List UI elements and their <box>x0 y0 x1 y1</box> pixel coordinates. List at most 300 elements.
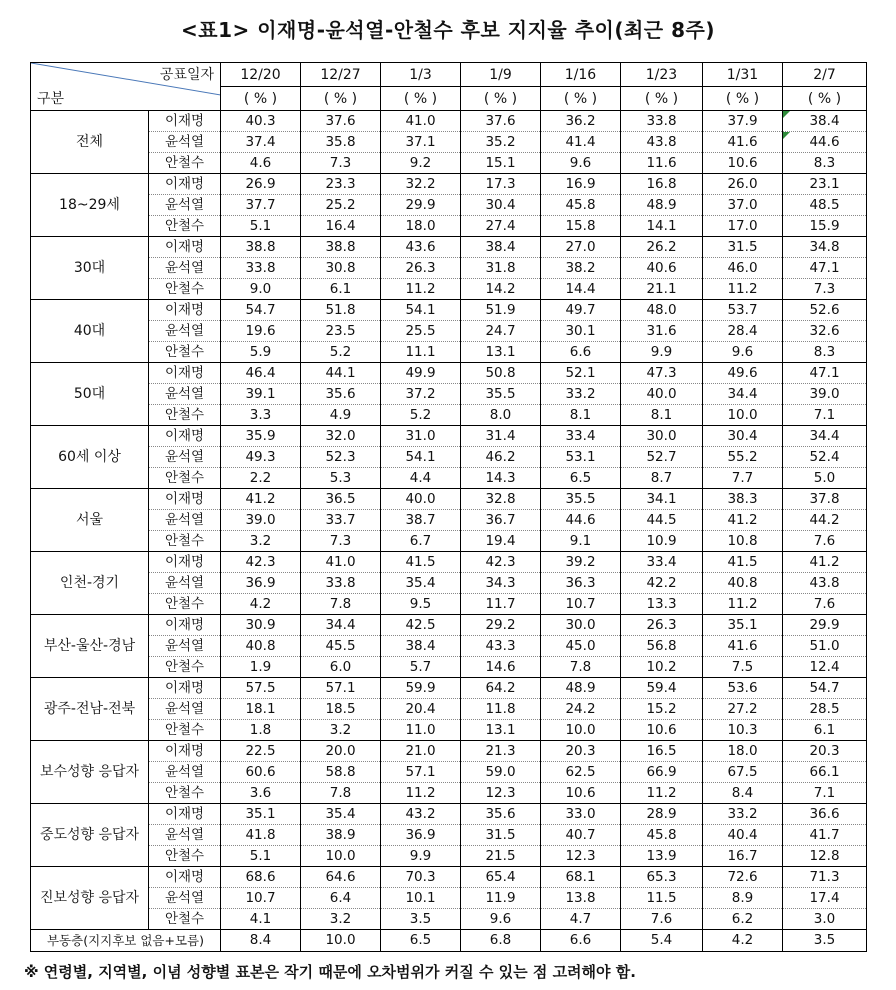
value-cell: 5.2 <box>301 342 381 363</box>
value-cell: 10.8 <box>703 531 783 552</box>
value-cell: 8.7 <box>621 468 703 489</box>
value-cell: 41.0 <box>301 552 381 573</box>
value-cell: 4.9 <box>301 405 381 426</box>
candidate-label: 이재명 <box>149 426 221 447</box>
value-cell: 11.9 <box>461 888 541 909</box>
value-cell: 54.7 <box>783 678 867 699</box>
value-cell: 48.9 <box>541 678 621 699</box>
candidate-label: 안철수 <box>149 783 221 804</box>
value-cell: 11.6 <box>621 153 703 174</box>
value-cell: 7.1 <box>783 783 867 804</box>
value-cell: 33.7 <box>301 510 381 531</box>
value-cell: 37.6 <box>461 111 541 132</box>
value-cell: 10.3 <box>703 720 783 741</box>
value-cell: 3.2 <box>301 909 381 930</box>
value-cell: 41.5 <box>703 552 783 573</box>
value-cell: 38.4 <box>461 237 541 258</box>
value-cell: 5.2 <box>381 405 461 426</box>
table-row <box>31 678 867 699</box>
candidate-label: 윤석열 <box>149 510 221 531</box>
unit-header: ( % ) <box>541 87 621 111</box>
comment-marker-icon <box>783 111 790 118</box>
value-cell: 4.7 <box>541 909 621 930</box>
value-cell: 10.6 <box>541 783 621 804</box>
table-row <box>31 258 867 279</box>
value-cell: 9.6 <box>461 909 541 930</box>
value-cell: 33.0 <box>541 804 621 825</box>
value-cell: 20.0 <box>301 741 381 762</box>
table-row <box>31 195 867 216</box>
value-cell: 40.0 <box>621 384 703 405</box>
date-header: 12/27 <box>301 63 381 87</box>
value-cell: 11.2 <box>621 783 703 804</box>
value-cell: 7.8 <box>301 594 381 615</box>
value-cell: 32.2 <box>381 174 461 195</box>
candidate-label: 이재명 <box>149 867 221 888</box>
value-cell: 36.7 <box>461 510 541 531</box>
value-cell: 47.1 <box>783 258 867 279</box>
value-cell: 3.0 <box>783 909 867 930</box>
value-cell: 32.8 <box>461 489 541 510</box>
table-title: <표1> 이재명-윤석열-안철수 후보 지지율 추이(최근 8주) <box>181 18 715 42</box>
value-cell: 10.1 <box>381 888 461 909</box>
value-cell: 31.4 <box>461 426 541 447</box>
value-cell: 36.5 <box>301 489 381 510</box>
table-row <box>31 888 867 909</box>
value-cell: 33.2 <box>541 384 621 405</box>
value-cell: 41.7 <box>783 825 867 846</box>
value-cell: 8.3 <box>783 153 867 174</box>
candidate-label: 이재명 <box>149 363 221 384</box>
value-cell: 11.2 <box>703 594 783 615</box>
value-cell: 52.7 <box>621 447 703 468</box>
value-cell: 68.6 <box>221 867 301 888</box>
value-cell: 11.7 <box>461 594 541 615</box>
value-cell: 30.0 <box>541 615 621 636</box>
value-cell: 38.8 <box>301 237 381 258</box>
value-cell: 53.6 <box>703 678 783 699</box>
value-cell: 10.6 <box>621 720 703 741</box>
value-cell: 11.8 <box>461 699 541 720</box>
value-cell: 65.3 <box>621 867 703 888</box>
table-header <box>31 63 867 111</box>
value-cell: 3.5 <box>783 930 867 952</box>
unit-header: ( % ) <box>301 87 381 111</box>
value-cell: 51.0 <box>783 636 867 657</box>
value-cell: 72.6 <box>703 867 783 888</box>
value-cell: 41.6 <box>703 132 783 153</box>
value-cell: 46.2 <box>461 447 541 468</box>
value-cell: 15.9 <box>783 216 867 237</box>
value-cell: 6.5 <box>381 930 461 952</box>
value-cell: 62.5 <box>541 762 621 783</box>
undecided-row <box>31 930 867 952</box>
value-cell: 30.4 <box>703 426 783 447</box>
undecided-label: 부동층(지지후보 없음+모름) <box>31 930 221 952</box>
value-cell: 36.6 <box>783 804 867 825</box>
table-row <box>31 615 867 636</box>
value-cell: 34.1 <box>621 489 703 510</box>
value-cell: 57.5 <box>221 678 301 699</box>
value-cell: 4.1 <box>221 909 301 930</box>
value-cell: 16.9 <box>541 174 621 195</box>
corner-label-date: 공표일자 <box>159 67 214 83</box>
value-cell: 37.0 <box>703 195 783 216</box>
value-cell: 11.2 <box>703 279 783 300</box>
value-cell: 8.9 <box>703 888 783 909</box>
table-row <box>31 741 867 762</box>
value-cell: 9.2 <box>381 153 461 174</box>
group-label: 전체 <box>31 111 149 174</box>
group-label: 중도성향 응답자 <box>31 804 149 867</box>
corner-cell <box>31 63 221 111</box>
value-cell: 26.3 <box>621 615 703 636</box>
group-label: 60세 이상 <box>31 426 149 489</box>
value-cell: 12.4 <box>783 657 867 678</box>
value-cell: 7.6 <box>783 531 867 552</box>
value-cell: 7.6 <box>783 594 867 615</box>
value-cell: 29.2 <box>461 615 541 636</box>
value-cell: 31.5 <box>703 237 783 258</box>
value-cell: 41.4 <box>541 132 621 153</box>
candidate-label: 안철수 <box>149 216 221 237</box>
value-cell: 1.8 <box>221 720 301 741</box>
value-cell: 37.6 <box>301 111 381 132</box>
date-header: 1/23 <box>621 63 703 87</box>
value-cell: 70.3 <box>381 867 461 888</box>
value-cell: 9.9 <box>621 342 703 363</box>
value-cell: 44.1 <box>301 363 381 384</box>
value-cell: 64.6 <box>301 867 381 888</box>
date-header: 2/7 <box>783 63 867 87</box>
value-cell: 3.2 <box>301 720 381 741</box>
table-row <box>31 510 867 531</box>
value-cell: 10.7 <box>541 594 621 615</box>
candidate-label: 이재명 <box>149 741 221 762</box>
value-cell: 49.3 <box>221 447 301 468</box>
value-cell: 14.6 <box>461 657 541 678</box>
value-cell: 45.8 <box>541 195 621 216</box>
value-cell: 20.3 <box>541 741 621 762</box>
value-cell: 35.1 <box>221 804 301 825</box>
value-cell: 53.7 <box>703 300 783 321</box>
value-cell: 18.5 <box>301 699 381 720</box>
footnote: ※ 연령별, 지역별, 이념 성향별 표본은 작기 때문에 오차범위가 커질 수 있는 점 고려해야 함. <box>24 963 636 981</box>
value-cell: 64.2 <box>461 678 541 699</box>
value-cell: 7.8 <box>541 657 621 678</box>
value-cell: 11.0 <box>381 720 461 741</box>
value-cell: 7.3 <box>301 153 381 174</box>
value-cell: 59.4 <box>621 678 703 699</box>
value-cell: 35.4 <box>381 573 461 594</box>
candidate-label: 윤석열 <box>149 447 221 468</box>
group-label: 30대 <box>31 237 149 300</box>
table-body <box>31 111 867 952</box>
value-cell: 41.8 <box>221 825 301 846</box>
table-row <box>31 846 867 867</box>
value-cell: 6.1 <box>783 720 867 741</box>
table-row <box>31 447 867 468</box>
value-cell: 43.2 <box>381 804 461 825</box>
value-cell: 39.2 <box>541 552 621 573</box>
table-row <box>31 489 867 510</box>
value-cell: 20.3 <box>783 741 867 762</box>
value-cell: 4.6 <box>221 153 301 174</box>
value-cell: 25.2 <box>301 195 381 216</box>
candidate-label: 이재명 <box>149 678 221 699</box>
value-cell: 18.0 <box>381 216 461 237</box>
value-cell: 35.9 <box>221 426 301 447</box>
value-cell: 45.8 <box>621 825 703 846</box>
candidate-label: 윤석열 <box>149 636 221 657</box>
group-label: 인천-경기 <box>31 552 149 615</box>
value-cell: 9.0 <box>221 279 301 300</box>
value-cell: 13.1 <box>461 342 541 363</box>
candidate-label: 이재명 <box>149 804 221 825</box>
candidate-label: 윤석열 <box>149 699 221 720</box>
group-label: 18~29세 <box>31 174 149 237</box>
value-cell: 28.4 <box>703 321 783 342</box>
value-cell: 6.1 <box>301 279 381 300</box>
value-cell: 12.8 <box>783 846 867 867</box>
candidate-label: 이재명 <box>149 111 221 132</box>
table-row <box>31 699 867 720</box>
value-cell: 38.4 <box>783 111 867 132</box>
value-cell: 21.1 <box>621 279 703 300</box>
value-cell: 40.3 <box>221 111 301 132</box>
value-cell: 24.2 <box>541 699 621 720</box>
value-cell: 1.9 <box>221 657 301 678</box>
value-cell: 6.5 <box>541 468 621 489</box>
unit-header: ( % ) <box>461 87 541 111</box>
value-cell: 11.5 <box>621 888 703 909</box>
value-cell: 5.3 <box>301 468 381 489</box>
group-label: 보수성향 응답자 <box>31 741 149 804</box>
value-cell: 36.3 <box>541 573 621 594</box>
unit-header: ( % ) <box>221 87 301 111</box>
candidate-label: 안철수 <box>149 279 221 300</box>
table-row <box>31 363 867 384</box>
value-cell: 9.5 <box>381 594 461 615</box>
table-row <box>31 573 867 594</box>
corner-label-category: 구분 <box>37 91 65 107</box>
value-cell: 42.2 <box>621 573 703 594</box>
unit-header: ( % ) <box>621 87 703 111</box>
value-cell: 23.3 <box>301 174 381 195</box>
candidate-label: 안철수 <box>149 342 221 363</box>
value-cell: 10.0 <box>703 405 783 426</box>
value-cell: 40.8 <box>703 573 783 594</box>
value-cell: 31.6 <box>621 321 703 342</box>
value-cell: 28.5 <box>783 699 867 720</box>
candidate-label: 이재명 <box>149 174 221 195</box>
value-cell: 34.3 <box>461 573 541 594</box>
value-cell: 11.2 <box>381 783 461 804</box>
value-cell: 18.1 <box>221 699 301 720</box>
candidate-label: 윤석열 <box>149 825 221 846</box>
value-cell: 30.9 <box>221 615 301 636</box>
value-cell: 4.2 <box>221 594 301 615</box>
table-row <box>31 405 867 426</box>
value-cell: 5.4 <box>621 930 703 952</box>
table-row <box>31 237 867 258</box>
value-cell: 8.4 <box>221 930 301 952</box>
table-row <box>31 426 867 447</box>
value-cell: 19.4 <box>461 531 541 552</box>
value-cell: 43.3 <box>461 636 541 657</box>
value-cell: 29.9 <box>381 195 461 216</box>
value-cell: 39.0 <box>221 510 301 531</box>
value-cell: 43.8 <box>783 573 867 594</box>
value-cell: 41.5 <box>381 552 461 573</box>
candidate-label: 이재명 <box>149 489 221 510</box>
value-cell: 6.6 <box>541 930 621 952</box>
value-cell: 24.7 <box>461 321 541 342</box>
value-cell: 54.1 <box>381 300 461 321</box>
value-cell: 26.3 <box>381 258 461 279</box>
value-cell: 20.4 <box>381 699 461 720</box>
value-cell: 67.5 <box>703 762 783 783</box>
value-cell: 7.5 <box>703 657 783 678</box>
value-cell: 59.9 <box>381 678 461 699</box>
value-cell: 33.8 <box>621 111 703 132</box>
candidate-label: 안철수 <box>149 405 221 426</box>
value-cell: 9.6 <box>541 153 621 174</box>
value-cell: 47.1 <box>783 363 867 384</box>
value-cell: 44.2 <box>783 510 867 531</box>
value-cell: 6.6 <box>541 342 621 363</box>
value-cell: 43.6 <box>381 237 461 258</box>
value-cell: 38.7 <box>381 510 461 531</box>
value-cell: 34.8 <box>783 237 867 258</box>
table-row <box>31 531 867 552</box>
value-cell: 31.8 <box>461 258 541 279</box>
value-cell: 7.6 <box>621 909 703 930</box>
candidate-label: 안철수 <box>149 846 221 867</box>
value-cell: 32.0 <box>301 426 381 447</box>
value-cell: 21.5 <box>461 846 541 867</box>
value-cell: 46.4 <box>221 363 301 384</box>
value-cell: 71.3 <box>783 867 867 888</box>
value-cell: 35.5 <box>541 489 621 510</box>
value-cell: 27.2 <box>703 699 783 720</box>
candidate-label: 안철수 <box>149 909 221 930</box>
value-cell: 38.4 <box>381 636 461 657</box>
candidate-label: 안철수 <box>149 153 221 174</box>
value-cell: 36.2 <box>541 111 621 132</box>
value-cell: 21.3 <box>461 741 541 762</box>
date-header: 1/9 <box>461 63 541 87</box>
value-cell: 31.0 <box>381 426 461 447</box>
value-cell: 35.2 <box>461 132 541 153</box>
candidate-label: 윤석열 <box>149 195 221 216</box>
table-row <box>31 321 867 342</box>
value-cell: 29.9 <box>783 615 867 636</box>
value-cell: 40.7 <box>541 825 621 846</box>
value-cell: 56.8 <box>621 636 703 657</box>
value-cell: 30.1 <box>541 321 621 342</box>
value-cell: 10.6 <box>703 153 783 174</box>
value-cell: 25.5 <box>381 321 461 342</box>
value-cell: 8.1 <box>541 405 621 426</box>
candidate-label: 이재명 <box>149 552 221 573</box>
group-label: 진보성향 응답자 <box>31 867 149 930</box>
value-cell: 15.2 <box>621 699 703 720</box>
value-cell: 34.4 <box>703 384 783 405</box>
value-cell: 30.8 <box>301 258 381 279</box>
value-cell: 16.8 <box>621 174 703 195</box>
value-cell: 35.5 <box>461 384 541 405</box>
candidate-label: 안철수 <box>149 594 221 615</box>
value-cell: 10.0 <box>301 846 381 867</box>
value-cell: 49.7 <box>541 300 621 321</box>
value-cell: 36.9 <box>221 573 301 594</box>
value-cell: 7.3 <box>783 279 867 300</box>
value-cell: 13.1 <box>461 720 541 741</box>
value-cell: 51.9 <box>461 300 541 321</box>
value-cell: 6.2 <box>703 909 783 930</box>
value-cell: 38.2 <box>541 258 621 279</box>
value-cell: 41.2 <box>221 489 301 510</box>
value-cell: 7.7 <box>703 468 783 489</box>
value-cell: 4.4 <box>381 468 461 489</box>
value-cell: 35.4 <box>301 804 381 825</box>
value-cell: 5.0 <box>783 468 867 489</box>
value-cell: 15.1 <box>461 153 541 174</box>
value-cell: 38.3 <box>703 489 783 510</box>
value-cell: 58.8 <box>301 762 381 783</box>
value-cell: 9.9 <box>381 846 461 867</box>
value-cell: 14.3 <box>461 468 541 489</box>
value-cell: 41.6 <box>703 636 783 657</box>
candidate-label: 안철수 <box>149 657 221 678</box>
value-cell: 26.0 <box>703 174 783 195</box>
table-row <box>31 909 867 930</box>
value-cell: 45.0 <box>541 636 621 657</box>
value-cell: 38.9 <box>301 825 381 846</box>
value-cell: 10.9 <box>621 531 703 552</box>
group-label: 부산-울산-경남 <box>31 615 149 678</box>
value-cell: 48.5 <box>783 195 867 216</box>
value-cell: 10.0 <box>301 930 381 952</box>
table-row <box>31 552 867 573</box>
value-cell: 17.3 <box>461 174 541 195</box>
candidate-label: 윤석열 <box>149 888 221 909</box>
value-cell: 18.0 <box>703 741 783 762</box>
value-cell: 27.4 <box>461 216 541 237</box>
value-cell: 31.5 <box>461 825 541 846</box>
value-cell: 33.4 <box>541 426 621 447</box>
candidate-label: 안철수 <box>149 720 221 741</box>
candidate-label: 윤석열 <box>149 258 221 279</box>
value-cell: 17.4 <box>783 888 867 909</box>
value-cell: 45.5 <box>301 636 381 657</box>
value-cell: 10.7 <box>221 888 301 909</box>
value-cell: 44.6 <box>541 510 621 531</box>
value-cell: 33.2 <box>703 804 783 825</box>
value-cell: 33.8 <box>221 258 301 279</box>
value-cell: 52.4 <box>783 447 867 468</box>
table-row <box>31 468 867 489</box>
value-cell: 68.1 <box>541 867 621 888</box>
table-row <box>31 342 867 363</box>
group-label: 광주-전남-전북 <box>31 678 149 741</box>
value-cell: 23.5 <box>301 321 381 342</box>
value-cell: 13.8 <box>541 888 621 909</box>
value-cell: 3.6 <box>221 783 301 804</box>
value-cell: 33.4 <box>621 552 703 573</box>
value-cell: 49.6 <box>703 363 783 384</box>
